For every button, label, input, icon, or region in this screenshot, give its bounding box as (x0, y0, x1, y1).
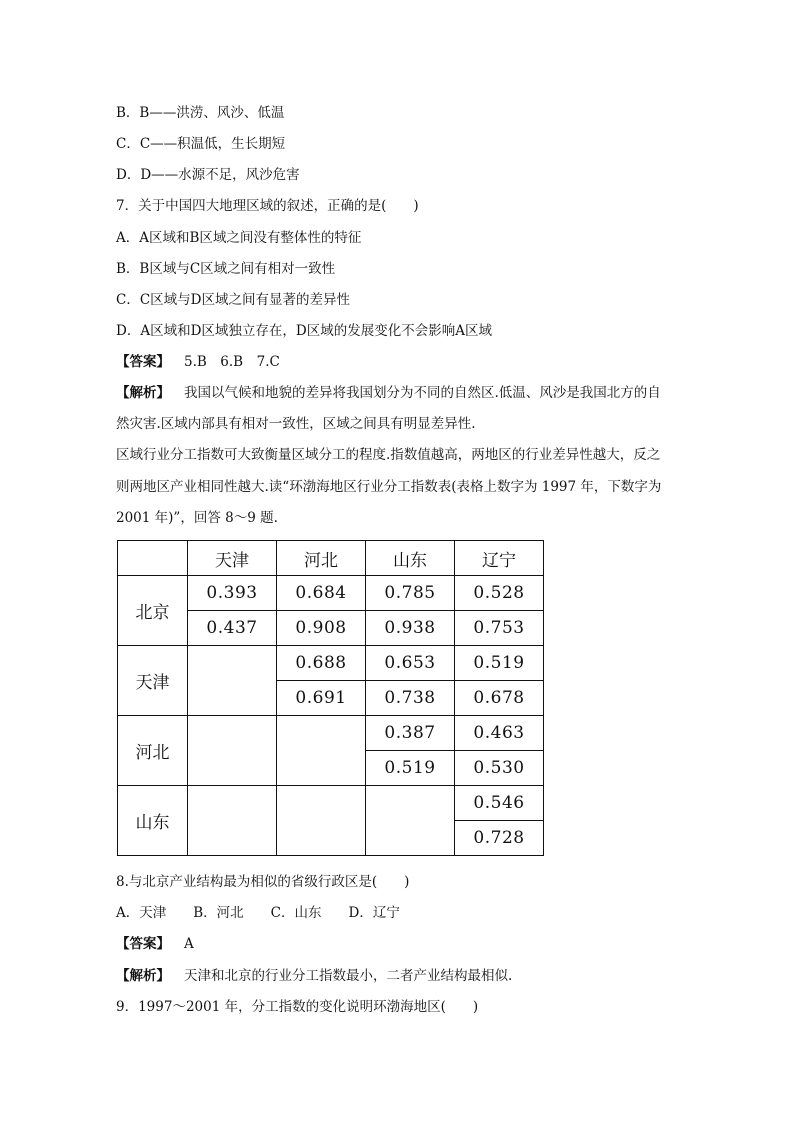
empty-cell (366, 786, 455, 856)
index-2001-cell: 0.519 (366, 751, 455, 786)
column-header: 天津 (188, 541, 277, 576)
row-header: 北京 (118, 576, 188, 646)
answer-block-1 (116, 353, 280, 371)
index-2001-cell: 0.691 (277, 681, 366, 716)
intro-line3: 2001 年)”，回答 8～9 题. (116, 510, 278, 526)
column-header: 山东 (366, 541, 455, 576)
q8-stem: 8.与北京产业结构最为相似的省级行政区是( ) (116, 874, 410, 890)
index-1997-cell: 0.387 (366, 716, 455, 751)
column-header: 辽宁 (455, 541, 544, 576)
index-1997-cell: 0.546 (455, 786, 544, 821)
analysis-label: 【解析】 (116, 968, 170, 984)
table-body (118, 541, 544, 856)
q7-option-b: B．B区域与C区域之间有相对一致性 (116, 261, 336, 277)
table-row (118, 716, 544, 751)
empty-cell (188, 786, 277, 856)
q8-options: A．天津 B．河北 C．山东 D．辽宁 (116, 905, 400, 921)
table-header-row (118, 541, 544, 576)
index-2001-cell: 0.753 (455, 611, 544, 646)
index-2001-cell: 0.530 (455, 751, 544, 786)
industry-division-index-table (117, 540, 544, 856)
column-header: 河北 (277, 541, 366, 576)
answer-text: 5.B 6.B 7.C (184, 354, 280, 370)
index-1997-cell: 0.463 (455, 716, 544, 751)
index-1997-cell: 0.528 (455, 576, 544, 611)
row-header: 河北 (118, 716, 188, 786)
answer-block-2 (116, 935, 194, 953)
row-header: 山东 (118, 786, 188, 856)
intro-line2: 则两地区产业相同性越大.读“环渤海地区行业分工指数表(表格上数字为 1997 年，下数字为 (116, 479, 662, 495)
index-2001-cell: 0.678 (455, 681, 544, 716)
q6-option-b: B．B——洪涝、风沙、低温 (116, 105, 285, 121)
table-corner-cell (118, 541, 188, 576)
analysis-label: 【解析】 (116, 385, 170, 401)
answer-label: 【答案】 (116, 936, 170, 952)
row-header: 天津 (118, 646, 188, 716)
index-2001-cell: 0.728 (455, 821, 544, 856)
index-1997-cell: 0.653 (366, 646, 455, 681)
q9-stem: 9．1997～2001 年，分工指数的变化说明环渤海地区( ) (116, 999, 479, 1015)
q7-option-a: A．A区域和B区域之间没有整体性的特征 (116, 230, 362, 246)
analysis-text-line1: 我国以气候和地貌的差异将我国划分为不同的自然区.低温、风沙是我国北方的自 (184, 385, 661, 401)
table-row (118, 576, 544, 611)
index-1997-cell: 0.785 (366, 576, 455, 611)
answer-label: 【答案】 (116, 354, 170, 370)
empty-cell (277, 786, 366, 856)
index-1997-cell: 0.519 (455, 646, 544, 681)
index-1997-cell: 0.393 (188, 576, 277, 611)
q7-stem: 7．关于中国四大地理区域的叙述，正确的是( ) (116, 198, 419, 214)
empty-cell (277, 716, 366, 786)
empty-cell (188, 646, 277, 716)
q7-option-c: C．C区域与D区域之间有显著的差异性 (116, 292, 350, 308)
index-2001-cell: 0.738 (366, 681, 455, 716)
index-2001-cell: 0.437 (188, 611, 277, 646)
index-2001-cell: 0.908 (277, 611, 366, 646)
empty-cell (188, 716, 277, 786)
analysis-text-line2: 然灾害.区域内部具有相对一致性，区域之间具有明显差异性. (116, 416, 476, 432)
analysis-text: 天津和北京的行业分工指数最小，二者产业结构最相似. (184, 968, 513, 984)
analysis-block-1 (116, 384, 661, 402)
table-row (118, 786, 544, 821)
table-row (118, 646, 544, 681)
index-2001-cell: 0.938 (366, 611, 455, 646)
analysis-block-2 (116, 967, 512, 985)
q6-option-d: D．D——水源不足，风沙危害 (116, 167, 300, 183)
q7-option-d: D．A区域和D区域独立存在，D区域的发展变化不会影响A区域 (116, 323, 492, 339)
answer-text: A (184, 936, 194, 952)
intro-line1: 区域行业分工指数可大致衡量区域分工的程度.指数值越高，两地区的行业差异性越大，反之 (116, 447, 661, 463)
index-1997-cell: 0.688 (277, 646, 366, 681)
index-1997-cell: 0.684 (277, 576, 366, 611)
q6-option-c: C．C——积温低，生长期短 (116, 136, 286, 152)
